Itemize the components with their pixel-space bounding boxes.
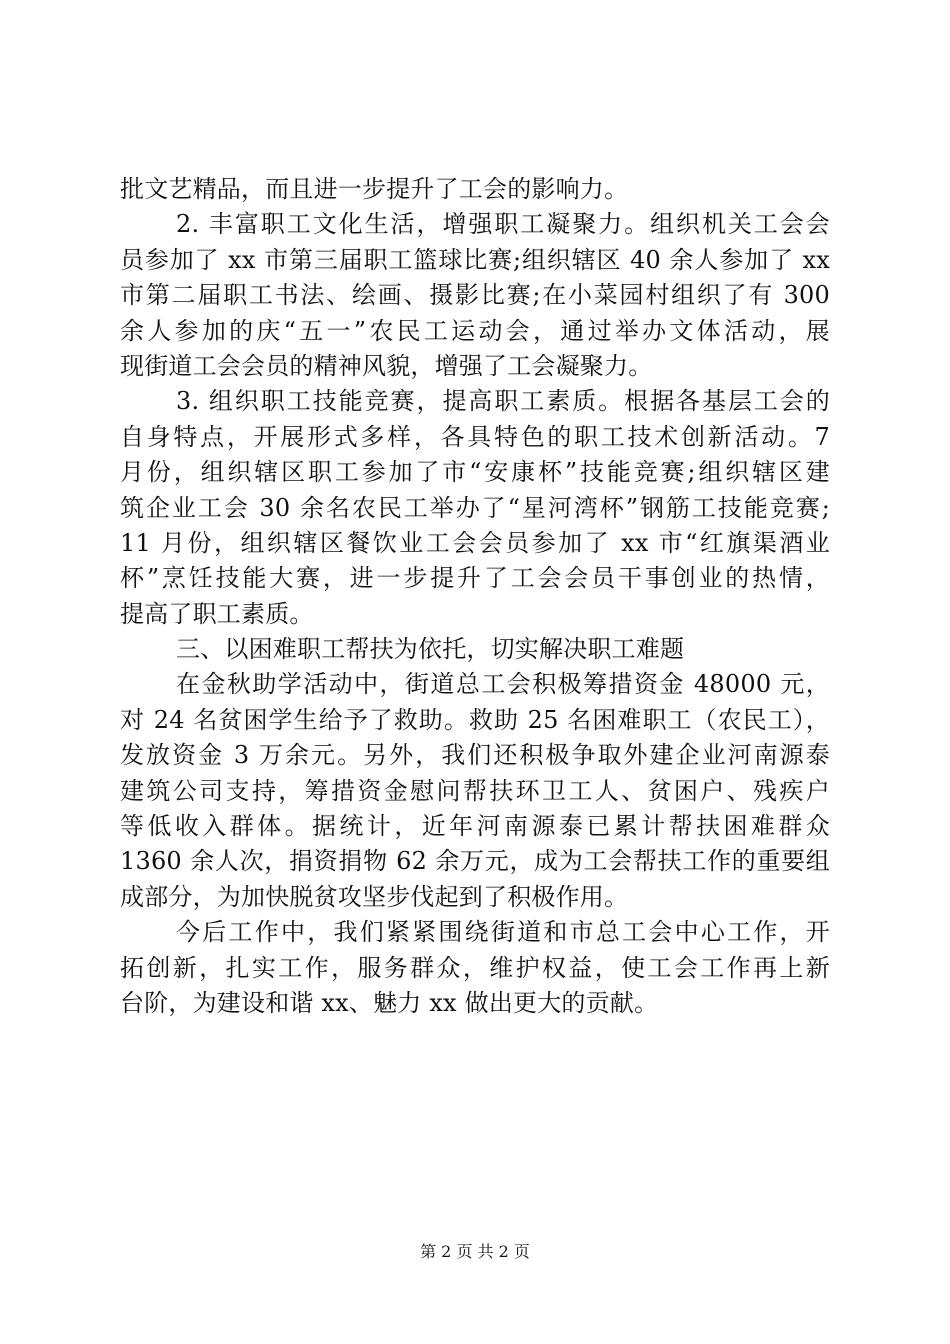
text-line: 批文艺精品，而且进一步提升了工会的影响力。 (120, 175, 629, 203)
text-line: 杯”烹饪技能大赛，进一步提升了工会会员干事创业的热情， (120, 564, 830, 593)
text-line: 余人参加的庆“五一”农民工运动会，通过举办文体活动，展 (120, 316, 830, 345)
text-line: 筑企业工会 30 余名农民工举办了“星河湾杯”钢筋工技能竞赛; (120, 493, 830, 522)
text-line: 对 24 名贫困学生给予了救助。救助 25 名困难职工（农民工）， (120, 705, 830, 734)
text-line: 2. 丰富职工文化生活，增强职工凝聚力。组织机关工会会 (176, 210, 830, 239)
text-line: 提高了职工素质。 (120, 599, 314, 628)
text-line: 现街道工会会员的精神风貌，增强了工会凝聚力。 (120, 351, 653, 380)
text-line: 在金秋助学活动中，街道总工会积极筹措资金 48000 元， (176, 670, 830, 699)
text-line: 自身特点，开展形式多样，各具特色的职工技术创新活动。7 (120, 422, 830, 451)
page-number-label: 第 2 页 共 2 页 (420, 1242, 530, 1261)
section-heading: 三、以困难职工帮扶为依托，切实解决职工难题 (176, 635, 685, 664)
text-line: 台阶，为建设和谐 xx、魅力 xx 做出更大的贡献。 (120, 988, 659, 1017)
document-body (120, 172, 830, 1021)
text-line: 市第二届职工书法、绘画、摄影比赛;在小菜园村组织了有 300 (120, 281, 830, 310)
text-line: 成部分，为加快脱贫攻坚步伐起到了积极作用。 (120, 882, 629, 911)
text-line: 等低收入群体。据统计，近年河南源泰已累计帮扶困难群众 (120, 812, 830, 841)
text-line: 11 月份，组织辖区餐饮业工会会员参加了 xx 市“红旗渠酒业 (120, 528, 830, 557)
text-line: 员参加了 xx 市第三届职工篮球比赛;组织辖区 40 余人参加了 xx (120, 245, 830, 274)
text-line: 3. 组织职工技能竞赛，提高职工素质。根据各基层工会的 (176, 387, 830, 416)
page-footer (0, 1240, 950, 1264)
text-line: 月份，组织辖区职工参加了市“安康杯”技能竞赛;组织辖区建 (120, 458, 830, 487)
text-line: 发放资金 3 万余元。另外，我们还积极争取外建企业河南源泰 (120, 741, 830, 770)
text-line: 今后工作中，我们紧紧围绕街道和市总工会中心工作，开 (176, 918, 830, 947)
text-line: 建筑公司支持，筹措资金慰问帮扶环卫工人、贫困户、残疾户 (120, 776, 830, 805)
text-line: 拓创新，扎实工作，服务群众，维护权益，使工会工作再上新 (120, 953, 830, 982)
text-line: 1360 余人次，捐资捐物 62 余万元，成为工会帮扶工作的重要组 (120, 847, 830, 876)
